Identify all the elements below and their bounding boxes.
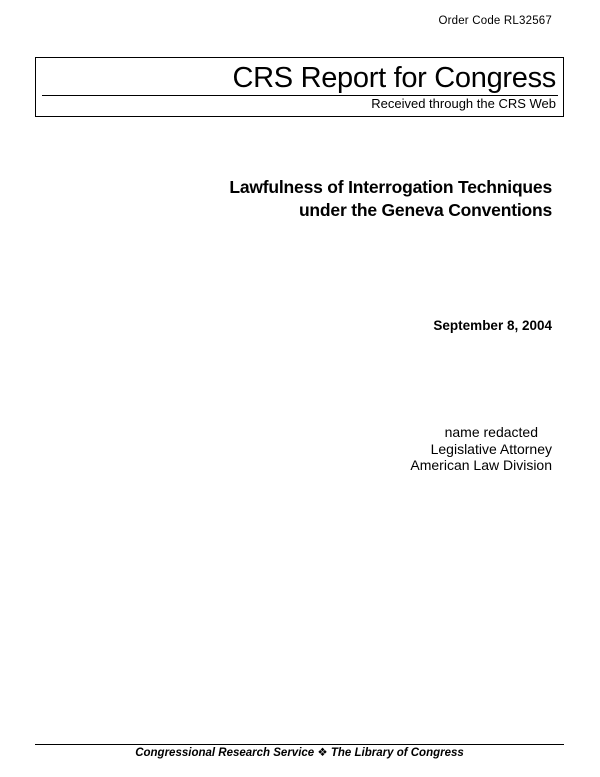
report-title-line-1: Lawfulness of Interrogation Techniques: [229, 177, 552, 197]
masthead-subtitle: Received through the CRS Web: [371, 96, 556, 111]
order-code: Order Code RL32567: [438, 15, 552, 27]
report-title: [229, 176, 552, 222]
masthead-box: [35, 57, 564, 117]
author-name: name redacted: [444, 424, 538, 440]
author-position: Legislative Attorney: [430, 440, 552, 457]
author-block: [410, 424, 552, 474]
footer-text: Congressional Research Service ❖ The Library of Congress: [135, 747, 464, 759]
author-division: American Law Division: [410, 457, 552, 473]
report-date: September 8, 2004: [433, 318, 552, 333]
report-title-line-2: under the Geneva Conventions: [298, 200, 552, 220]
masthead-title: CRS Report for Congress: [232, 62, 556, 94]
